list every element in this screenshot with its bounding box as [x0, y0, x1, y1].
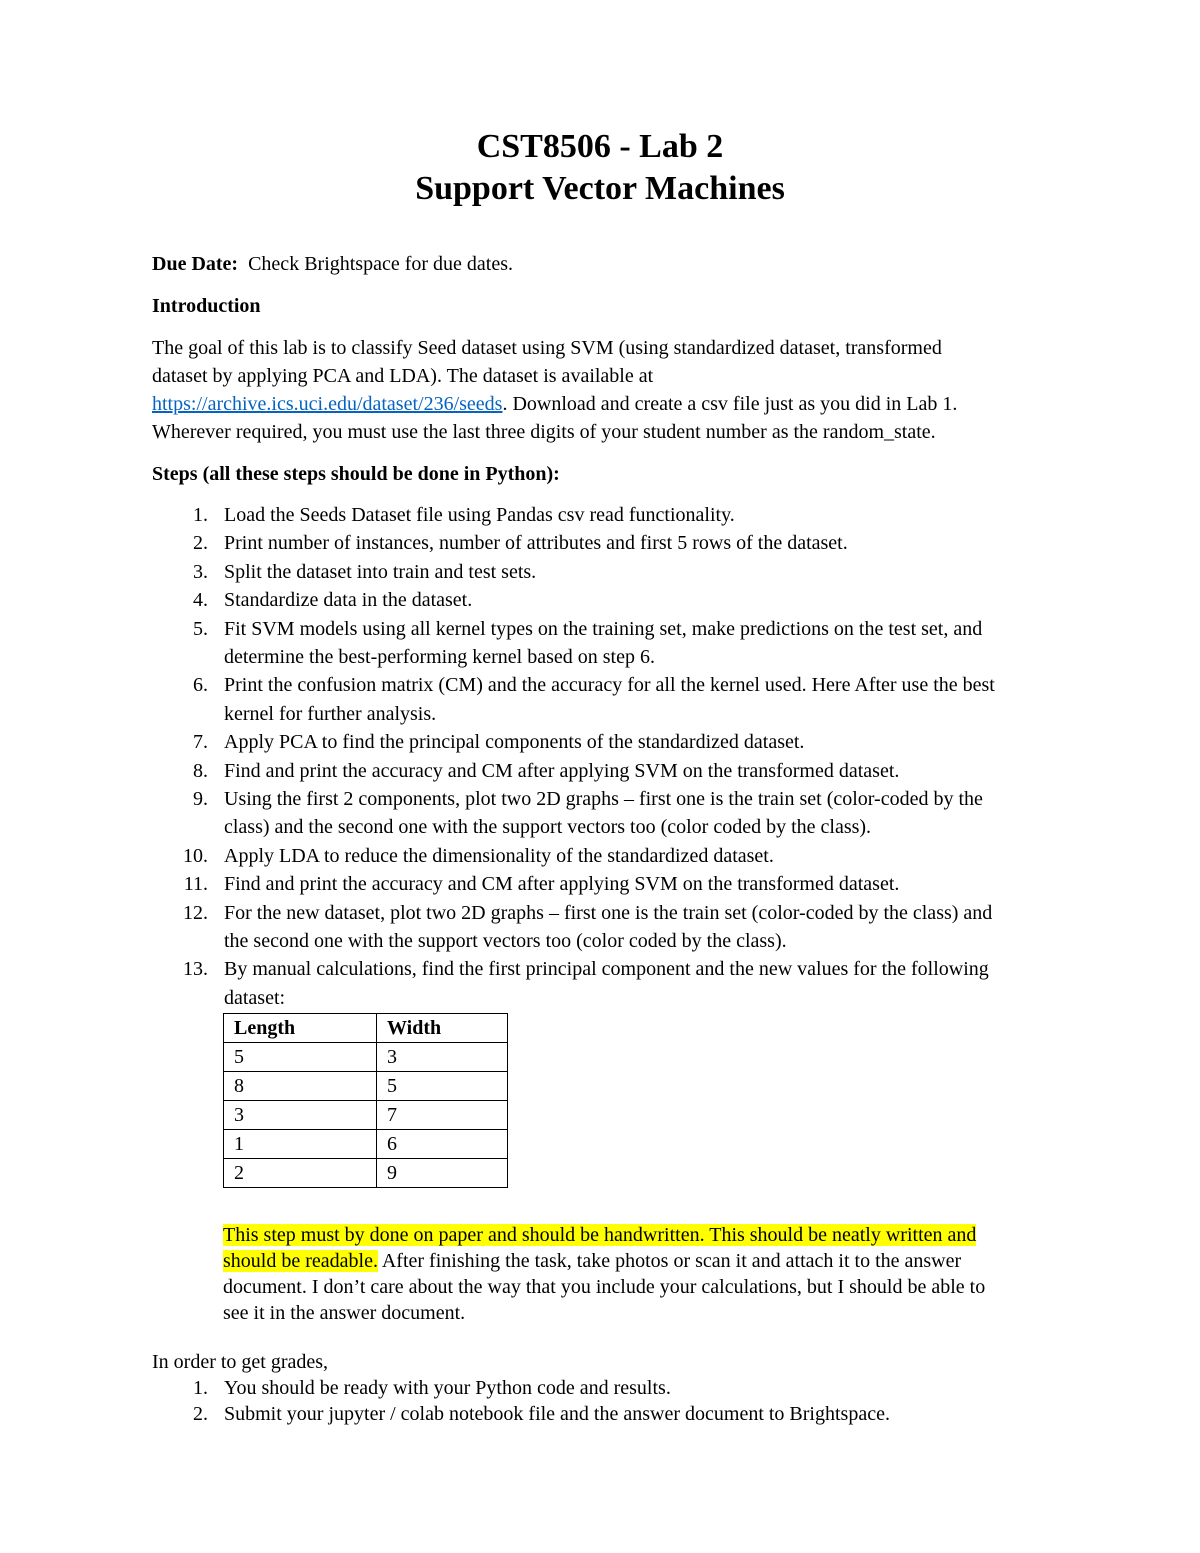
- step-number: 12.: [183, 902, 208, 924]
- step-text: Find and print the accuracy and CM after applying SVM on the transformed dataset.: [224, 873, 900, 895]
- step-text: dataset:: [224, 987, 286, 1009]
- note-line-2-rest: After finishing the task, take photos or scan it and attach it to the answer: [377, 1250, 962, 1272]
- step-number: 5.: [193, 618, 208, 640]
- step-number: 9.: [193, 788, 208, 810]
- step-text: Split the dataset into train and test sets.: [224, 561, 537, 583]
- table-row: [224, 1043, 508, 1072]
- step-text: Apply PCA to find the principal components of the standardized dataset.: [224, 731, 805, 753]
- table-header-width: Width: [377, 1014, 508, 1043]
- step-text: Fit SVM models using all kernel types on the training set, make predictions on the test set, and: [224, 618, 983, 640]
- document-title: CST8506 - Lab 2: [476, 128, 724, 165]
- intro-line-2: dataset by applying PCA and LDA). The dataset is available at: [152, 365, 654, 387]
- intro-line-4: Wherever required, you must use the last three digits of your student number as the random_state.: [152, 421, 936, 443]
- table-cell: 8: [224, 1072, 377, 1101]
- table-cell: 3: [377, 1043, 508, 1072]
- step-text: kernel for further analysis.: [224, 703, 437, 725]
- grades-item-number: 2.: [193, 1403, 208, 1425]
- step-text: Standardize data in the dataset.: [224, 589, 473, 611]
- dataset-link[interactable]: https://archive.ics.uci.edu/dataset/236/seeds: [152, 393, 503, 415]
- step-number: 6.: [193, 674, 208, 696]
- due-date-text: Check Brightspace for due dates.: [248, 253, 514, 275]
- step-number: 7.: [193, 731, 208, 753]
- step-number: 4.: [193, 589, 208, 611]
- grades-item-text: You should be ready with your Python code and results.: [224, 1377, 671, 1399]
- step-text: Print the confusion matrix (CM) and the accuracy for all the kernel used. Here After use the best: [224, 674, 995, 696]
- grades-item-number: 1.: [193, 1377, 208, 1399]
- due-date-line: [152, 250, 513, 278]
- step-text: the second one with the support vectors too (color coded by the class).: [224, 930, 787, 952]
- steps-heading: Steps (all these steps should be done in Python):: [152, 463, 560, 485]
- intro-line-3-rest: . Download and create a csv file just as you did in Lab 1.: [502, 393, 958, 415]
- step-text: Using the first 2 components, plot two 2D graphs – first one is the train set (color-coded by the: [224, 788, 983, 810]
- table-header-length: Length: [224, 1014, 377, 1043]
- grades-item-text: Submit your jupyter / colab notebook file and the answer document to Brightspace.: [224, 1403, 890, 1425]
- introduction-heading: Introduction: [152, 295, 261, 317]
- note-line-1: [223, 1221, 976, 1249]
- step-text: By manual calculations, find the first principal component and the new values for the following: [224, 958, 989, 980]
- table-cell: 5: [224, 1043, 377, 1072]
- step-number: 3.: [193, 561, 208, 583]
- step-text: Find and print the accuracy and CM after applying SVM on the transformed dataset.: [224, 760, 900, 782]
- note-highlight-1: This step must by done on paper and should be handwritten. This should be neatly written and: [223, 1224, 977, 1246]
- intro-line-3: [152, 390, 957, 418]
- table-cell: 2: [224, 1159, 377, 1188]
- table-row: [224, 1130, 508, 1159]
- note-line-2: [223, 1247, 961, 1275]
- step-text: class) and the second one with the support vectors too (color coded by the class).: [224, 816, 872, 838]
- due-date-label: Due Date:: [152, 253, 239, 275]
- table-cell: 7: [377, 1101, 508, 1130]
- step-number: 2.: [193, 532, 208, 554]
- step-number: 10.: [183, 845, 208, 867]
- step-number: 13.: [183, 958, 208, 980]
- grades-intro: In order to get grades,: [152, 1351, 329, 1373]
- step-text: determine the best-performing kernel based on step 6.: [224, 646, 655, 668]
- table-cell: 9: [377, 1159, 508, 1188]
- step-number: 1.: [193, 504, 208, 526]
- table-row: [224, 1159, 508, 1188]
- note-line-4: see it in the answer document.: [223, 1302, 466, 1324]
- step-text: For the new dataset, plot two 2D graphs – first one is the train set (color-coded by the class) and: [224, 902, 993, 924]
- table-row: [224, 1072, 508, 1101]
- table-cell: 6: [377, 1130, 508, 1159]
- table-cell: 5: [377, 1072, 508, 1101]
- table-cell: 3: [224, 1101, 377, 1130]
- step-number: 11.: [183, 873, 208, 895]
- note-line-3: document. I don’t care about the way that you include your calculations, but I should be able to: [223, 1276, 986, 1298]
- intro-line-1: The goal of this lab is to classify Seed dataset using SVM (using standardized dataset, transformed: [152, 337, 942, 359]
- table-cell: 1: [224, 1130, 377, 1159]
- step-text: Print number of instances, number of attributes and first 5 rows of the dataset.: [224, 532, 848, 554]
- document-subtitle: Support Vector Machines: [415, 170, 785, 207]
- table-row: [224, 1101, 508, 1130]
- note-highlight-2: should be readable.: [223, 1250, 378, 1272]
- table-header-row: [224, 1014, 508, 1043]
- step-text: Apply LDA to reduce the dimensionality of the standardized dataset.: [224, 845, 774, 867]
- dataset-table: [223, 1013, 508, 1188]
- step-number: 8.: [193, 760, 208, 782]
- step-text: Load the Seeds Dataset file using Pandas csv read functionality.: [224, 504, 735, 526]
